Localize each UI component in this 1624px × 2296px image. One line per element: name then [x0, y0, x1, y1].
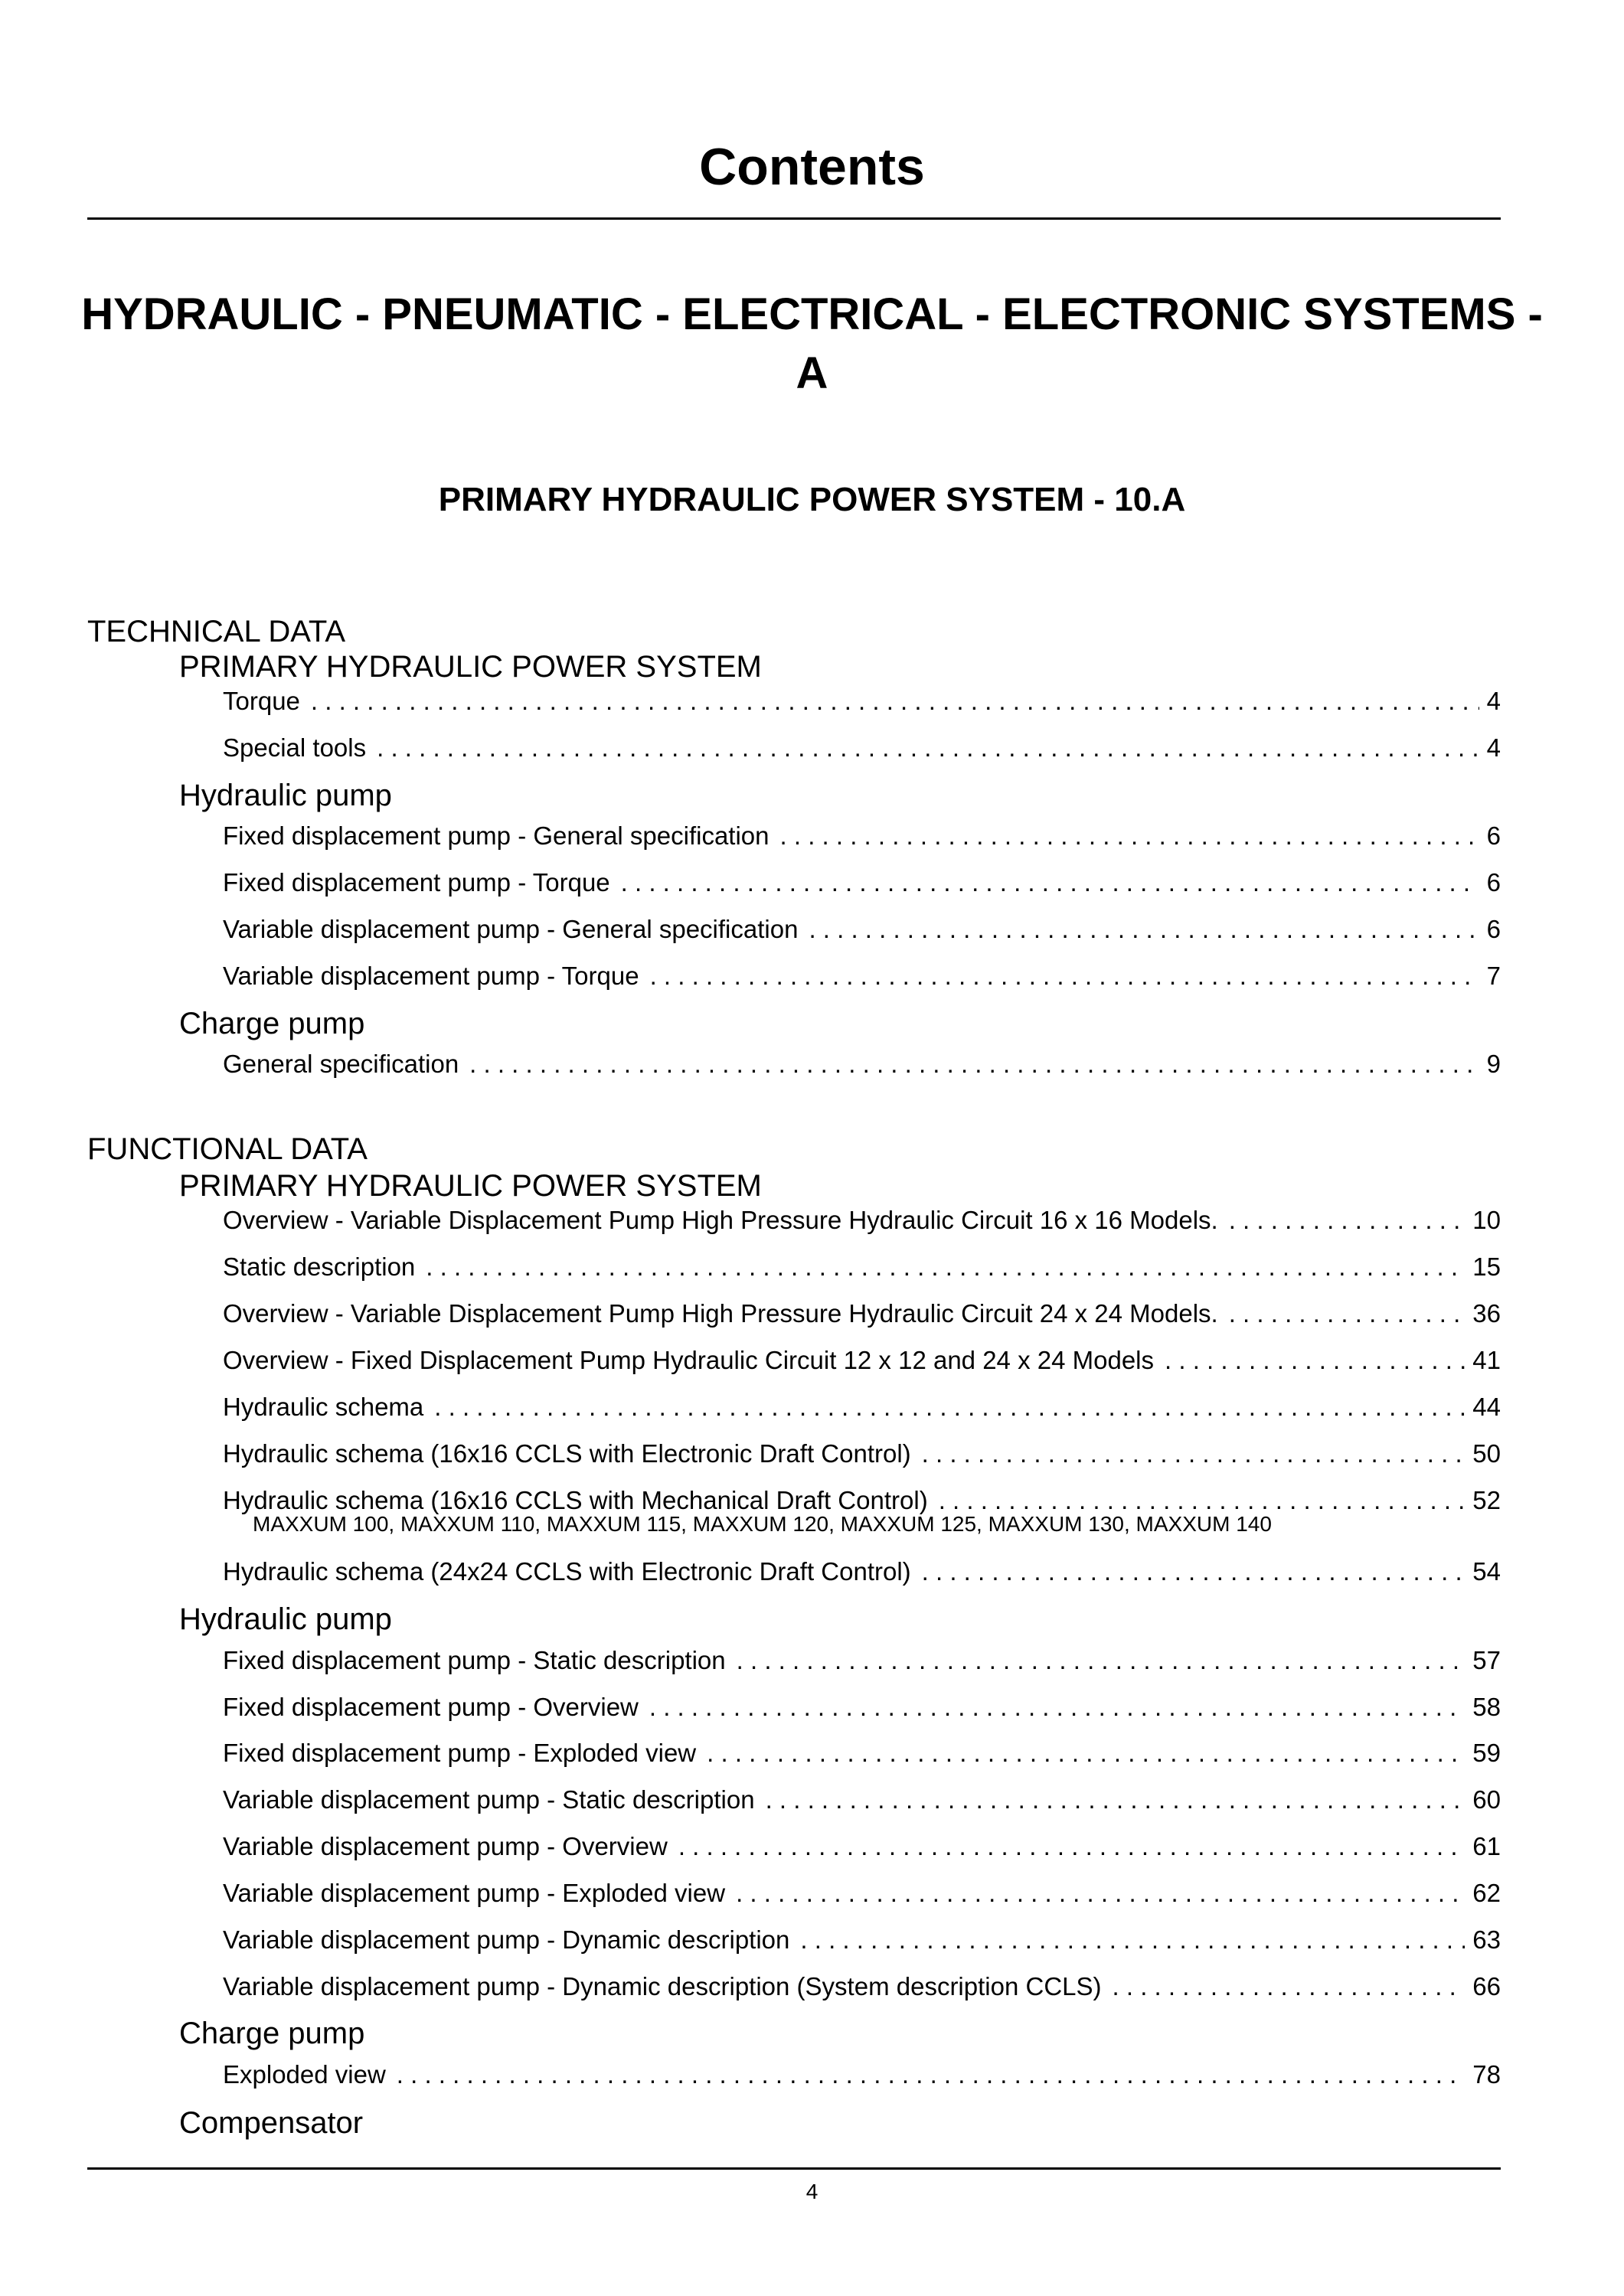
toc-entry-label: Variable displacement pump - General specification	[223, 915, 799, 943]
dot-leader	[939, 1485, 1466, 1516]
toc-group-heading: PRIMARY HYDRAULIC POWER SYSTEM	[179, 650, 762, 684]
toc-entry[interactable]	[223, 867, 1501, 898]
toc-category-technical-data: TECHNICAL DATA	[87, 615, 346, 648]
dot-leader	[707, 1738, 1465, 1769]
toc-entry[interactable]	[223, 1392, 1501, 1422]
toc-entry-page: 59	[1472, 1739, 1501, 1767]
toc-entry[interactable]	[223, 1049, 1501, 1079]
toc-entry-page: 41	[1472, 1346, 1501, 1374]
dot-leader	[736, 1878, 1465, 1909]
toc-entry-label: Fixed displacement pump - Static description	[223, 1646, 726, 1674]
toc-group-heading: PRIMARY HYDRAULIC POWER SYSTEM	[179, 1169, 762, 1203]
dot-leader	[650, 961, 1479, 991]
toc-entry-label: Hydraulic schema (16x16 CCLS with Mechanical Draft Control)	[223, 1486, 928, 1514]
toc-entry-page: 57	[1472, 1646, 1501, 1674]
toc-entry-page: 78	[1472, 2060, 1501, 2089]
toc-entry-page: 15	[1472, 1253, 1501, 1281]
toc-entry-label: Exploded view	[223, 2060, 386, 2089]
applies-to-models: MAXXUM 100, MAXXUM 110, MAXXUM 115, MAXXUM 120, MAXXUM 125, MAXXUM 130, MAXXUM 140	[253, 1512, 1272, 1536]
toc-group-heading: Compensator	[179, 2106, 364, 2140]
toc-entry[interactable]	[223, 821, 1501, 851]
toc-entry-label: Variable displacement pump - Exploded view	[223, 1879, 726, 1907]
toc-entry-label: Variable displacement pump - Torque	[223, 962, 639, 990]
toc-entry-label: Variable displacement pump - Overview	[223, 1832, 668, 1860]
toc-group-heading: Charge pump	[179, 1007, 365, 1040]
dot-leader	[1165, 1345, 1465, 1376]
toc-entry[interactable]	[223, 1485, 1501, 1516]
dot-leader	[922, 1439, 1466, 1469]
toc-entry-page: 61	[1472, 1832, 1501, 1860]
toc-entry-label: Static description	[223, 1253, 416, 1281]
dot-leader	[397, 2059, 1465, 2090]
toc-entry[interactable]	[223, 1971, 1501, 2002]
toc-entry-page: 44	[1472, 1393, 1501, 1421]
dot-leader	[1229, 1205, 1466, 1236]
toc-entry-page: 4	[1486, 733, 1501, 762]
toc-entry-page: 6	[1486, 868, 1501, 897]
dot-leader	[766, 1785, 1466, 1815]
toc-entry[interactable]	[223, 1692, 1501, 1723]
toc-entry[interactable]	[223, 1831, 1501, 1862]
dot-leader	[469, 1049, 1479, 1079]
toc-entry-label: Overview - Fixed Displacement Pump Hydraulic Circuit 12 x 12 and 24 x 24 Models	[223, 1346, 1155, 1374]
toc-entry-label: Variable displacement pump - Static description	[223, 1785, 755, 1814]
toc-entry[interactable]	[223, 1345, 1501, 1376]
toc-entry[interactable]	[223, 1878, 1501, 1909]
dot-leader	[678, 1831, 1465, 1862]
toc-entry[interactable]	[223, 1645, 1501, 1676]
dot-leader	[434, 1392, 1465, 1422]
toc-group-heading: Charge pump	[179, 2017, 365, 2050]
toc-entry[interactable]	[223, 1298, 1501, 1329]
dot-leader	[809, 914, 1479, 945]
toc-entry-page: 10	[1472, 1206, 1501, 1234]
dot-leader	[377, 733, 1479, 763]
toc-entry-label: Hydraulic schema	[223, 1393, 424, 1421]
toc-entry-label: Variable displacement pump - Dynamic description (System description CCLS)	[223, 1972, 1102, 2000]
toc-group-heading: Hydraulic pump	[179, 1602, 392, 1636]
page-title: Contents	[699, 138, 925, 196]
toc-entry[interactable]	[223, 1252, 1501, 1282]
toc-entry[interactable]	[223, 1785, 1501, 1815]
toc-entry-page: 36	[1472, 1299, 1501, 1328]
toc-entry-page: 54	[1472, 1557, 1501, 1586]
dot-leader	[621, 867, 1479, 898]
toc-entry[interactable]	[223, 686, 1501, 717]
toc-entry-page: 50	[1472, 1439, 1501, 1468]
toc-entry[interactable]	[223, 914, 1501, 945]
toc-entry[interactable]	[223, 1738, 1501, 1769]
toc-entry-label: Fixed displacement pump - General specification	[223, 821, 770, 850]
page-number: 4	[805, 2180, 819, 2203]
dot-leader	[737, 1645, 1466, 1676]
toc-entry-page: 6	[1486, 821, 1501, 850]
toc-entry-page: 66	[1472, 1972, 1501, 2000]
dot-leader	[1229, 1298, 1466, 1329]
toc-entry[interactable]	[223, 1205, 1501, 1236]
toc-entry-page: 4	[1486, 687, 1501, 715]
toc-entry[interactable]	[223, 1925, 1501, 1955]
dot-leader	[1113, 1971, 1466, 2002]
toc-entry-page: 63	[1472, 1925, 1501, 1954]
toc-entry-label: Fixed displacement pump - Exploded view	[223, 1739, 697, 1767]
toc-category-functional-data: FUNCTIONAL DATA	[87, 1132, 368, 1166]
toc-entry[interactable]	[223, 1439, 1501, 1469]
toc-entry-page: 6	[1486, 915, 1501, 943]
dot-leader	[311, 686, 1479, 717]
toc-entry-label: Special tools	[223, 733, 367, 762]
toc-entry-page: 60	[1472, 1785, 1501, 1814]
toc-entry-label: Variable displacement pump - Dynamic description	[223, 1925, 790, 1954]
toc-entry-label: Overview - Variable Displacement Pump High Pressure Hydraulic Circuit 24 x 24 Models.	[223, 1299, 1218, 1328]
toc-entry-page: 58	[1472, 1693, 1501, 1721]
dot-leader	[800, 1925, 1465, 1955]
toc-entry[interactable]	[223, 961, 1501, 991]
section-title: HYDRAULIC - PNEUMATIC - ELECTRICAL - ELECTRONIC SYSTEMS - A	[81, 289, 1543, 398]
toc-entry-label: Torque	[223, 687, 300, 715]
footer-divider	[87, 2167, 1501, 2170]
dot-leader	[922, 1556, 1466, 1587]
toc-entry-label: Fixed displacement pump - Overview	[223, 1693, 639, 1721]
dot-leader	[426, 1252, 1465, 1282]
toc-entry-page: 62	[1472, 1879, 1501, 1907]
toc-entry-page: 9	[1486, 1050, 1501, 1078]
header-divider	[87, 217, 1501, 220]
toc-group-heading: Hydraulic pump	[179, 779, 392, 812]
toc-entry[interactable]	[223, 2059, 1501, 2090]
subsection-title: PRIMARY HYDRAULIC POWER SYSTEM - 10.A	[438, 481, 1186, 518]
toc-entry[interactable]	[223, 733, 1501, 763]
dot-leader	[649, 1692, 1465, 1723]
toc-entry-label: Overview - Variable Displacement Pump High Pressure Hydraulic Circuit 16 x 16 Models.	[223, 1206, 1218, 1234]
toc-entry-page: 52	[1472, 1486, 1501, 1514]
toc-entry-label: Hydraulic schema (16x16 CCLS with Electronic Draft Control)	[223, 1439, 911, 1468]
toc-entry-page: 7	[1486, 962, 1501, 990]
toc-entry-label: Fixed displacement pump - Torque	[223, 868, 610, 897]
toc-entry-label: General specification	[223, 1050, 459, 1078]
dot-leader	[780, 821, 1479, 851]
toc-entry-label: Hydraulic schema (24x24 CCLS with Electronic Draft Control)	[223, 1557, 911, 1586]
toc-entry[interactable]	[223, 1556, 1501, 1587]
